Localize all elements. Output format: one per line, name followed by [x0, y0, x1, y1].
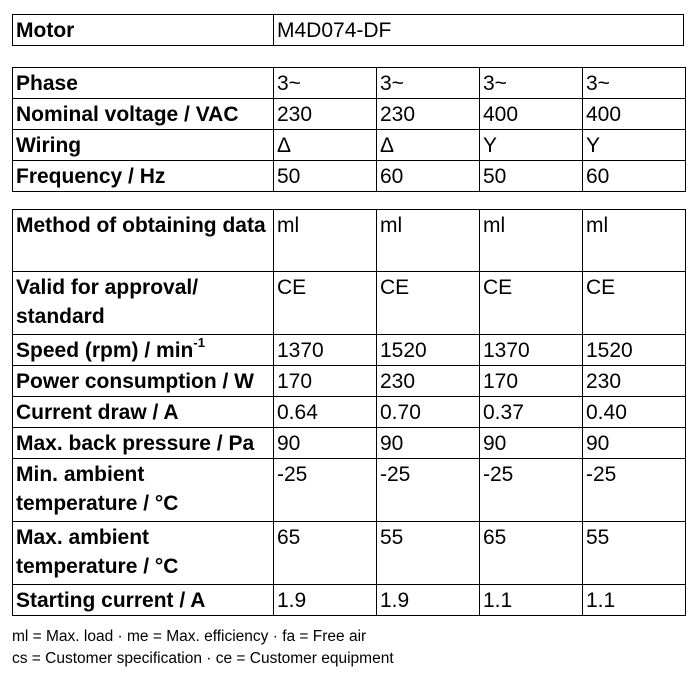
row-value: ml: [583, 210, 686, 272]
footnotes: [12, 626, 394, 670]
row-value: 0.70: [377, 397, 480, 428]
row-label: [13, 210, 274, 272]
table-row: [13, 585, 686, 616]
row-value: Δ: [377, 130, 480, 161]
row-value: CE: [583, 272, 686, 335]
row-label-text: Phase: [16, 72, 78, 95]
row-label-text: Wiring: [16, 134, 82, 157]
row-value: ml: [377, 210, 480, 272]
row-value: 50: [274, 161, 377, 192]
motor-table: [12, 14, 684, 46]
table-row: [13, 522, 686, 585]
row-label: [13, 130, 274, 161]
row-label-text: Min. ambient temperature / °C: [16, 463, 179, 515]
row-value: -25: [377, 459, 480, 522]
table-row: [13, 335, 686, 366]
row-label: [13, 161, 274, 192]
row-label: [13, 99, 274, 130]
table-row: [13, 397, 686, 428]
row-label-text: Speed (rpm) / min: [16, 339, 194, 362]
row-label: [13, 522, 274, 585]
row-value: Y: [480, 130, 583, 161]
row-value: 3~: [583, 68, 686, 99]
row-value: 1.1: [583, 585, 686, 616]
motor-row: [13, 15, 684, 46]
performance-rows: [13, 210, 686, 616]
row-value: 170: [274, 366, 377, 397]
row-value: -25: [583, 459, 686, 522]
row-value: Y: [583, 130, 686, 161]
row-value: -25: [480, 459, 583, 522]
row-value: 0.40: [583, 397, 686, 428]
motor-label: Motor: [13, 15, 274, 46]
table-row: [13, 272, 686, 335]
row-label-text: Method of obtaining data: [16, 214, 266, 237]
row-value: 3~: [377, 68, 480, 99]
row-value: 60: [583, 161, 686, 192]
table-row: [13, 210, 686, 272]
row-value: 1520: [583, 335, 686, 366]
row-value: 1.9: [377, 585, 480, 616]
row-label-text: Frequency / Hz: [16, 165, 166, 188]
table-row: [13, 366, 686, 397]
row-value: 400: [480, 99, 583, 130]
row-label: [13, 68, 274, 99]
row-value: 55: [583, 522, 686, 585]
row-value: 55: [377, 522, 480, 585]
row-label-text: Valid for approval/ standard: [16, 276, 199, 328]
row-value: 170: [480, 366, 583, 397]
row-label: [13, 366, 274, 397]
row-value: 1.1: [480, 585, 583, 616]
table-row: [13, 99, 686, 130]
row-label: [13, 272, 274, 335]
table-row: [13, 68, 686, 99]
row-value: ml: [274, 210, 377, 272]
row-label-text: Power consumption / W: [16, 370, 255, 393]
row-label-text: Starting current / A: [16, 589, 206, 612]
row-value: 3~: [480, 68, 583, 99]
row-value: 90: [480, 428, 583, 459]
row-value: 50: [480, 161, 583, 192]
electrical-rows: [13, 68, 686, 192]
row-value: 230: [274, 99, 377, 130]
row-value: 230: [583, 366, 686, 397]
row-label: [13, 335, 274, 366]
footnote-line-1: ml = Max. load · me = Max. efficiency · fa = Free air: [12, 628, 367, 645]
row-value: 400: [583, 99, 686, 130]
performance-table: [12, 209, 686, 616]
row-value: 230: [377, 99, 480, 130]
row-value: 1370: [480, 335, 583, 366]
row-value: 90: [377, 428, 480, 459]
row-label-text: Nominal voltage / VAC: [16, 103, 239, 126]
table-row: [13, 428, 686, 459]
row-value: 230: [377, 366, 480, 397]
row-value: ml: [480, 210, 583, 272]
row-value: 1370: [274, 335, 377, 366]
row-label: [13, 585, 274, 616]
row-value: 0.64: [274, 397, 377, 428]
row-value: 1.9: [274, 585, 377, 616]
table-row: [13, 130, 686, 161]
row-value: 65: [480, 522, 583, 585]
table-row: [13, 161, 686, 192]
row-value: 1520: [377, 335, 480, 366]
row-label: [13, 428, 274, 459]
row-value: CE: [274, 272, 377, 335]
row-value: 0.37: [480, 397, 583, 428]
row-label: [13, 459, 274, 522]
row-label-text: Max. back pressure / Pa: [16, 432, 255, 455]
row-value: -25: [274, 459, 377, 522]
row-label: [13, 397, 274, 428]
row-label-superscript: -1: [193, 335, 205, 350]
row-value: 65: [274, 522, 377, 585]
footnote-line-2: cs = Customer specification · ce = Customer equipment: [12, 650, 394, 667]
row-value: CE: [480, 272, 583, 335]
row-value: 90: [583, 428, 686, 459]
row-value: Δ: [274, 130, 377, 161]
row-value: CE: [377, 272, 480, 335]
row-value: 3~: [274, 68, 377, 99]
row-label-text: Max. ambient temperature / °C: [16, 526, 179, 578]
row-value: 90: [274, 428, 377, 459]
row-value: 60: [377, 161, 480, 192]
electrical-table: [12, 67, 686, 192]
motor-value: M4D074-DF: [274, 15, 684, 46]
table-row: [13, 459, 686, 522]
row-label-text: Current draw / A: [16, 401, 179, 424]
